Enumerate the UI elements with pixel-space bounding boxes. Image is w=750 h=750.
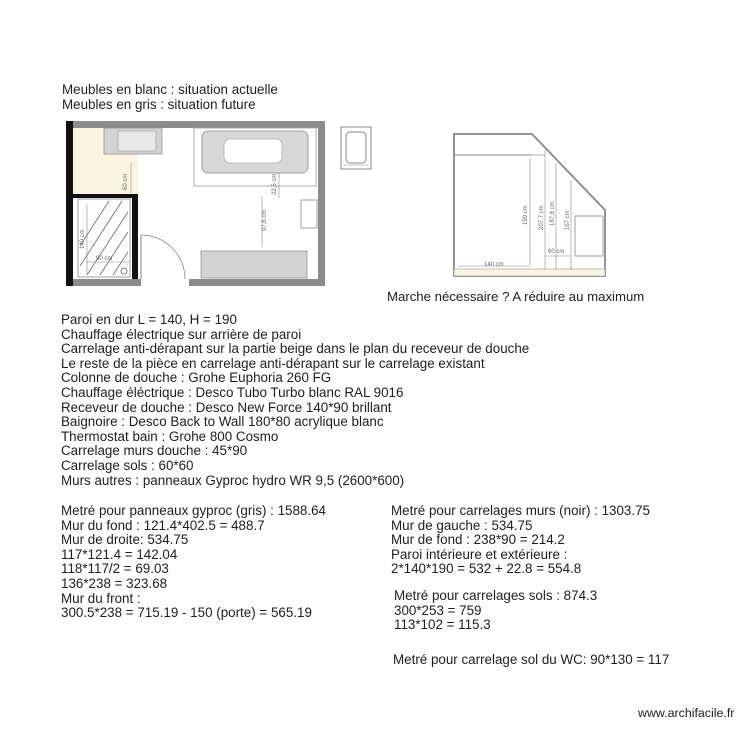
bathtub-icon-basin [346, 132, 366, 163]
metre-line: Metré pour panneaux gyproc (gris) : 1588.64 [61, 503, 326, 518]
dim-side-190: 190 cm [523, 205, 529, 225]
shower-partition [132, 194, 138, 279]
metre-line: 300.5*238 = 715.19 - 150 (porte) = 565.19 [61, 605, 312, 621]
note-line: Paroi en dur L = 140, H = 190 [61, 312, 237, 327]
metre-line: 118*117/2 = 69.03 [61, 561, 169, 577]
note-line: Murs autres : panneaux Gyproc hydro WR 9,5 (2600*600) [61, 472, 405, 488]
note-line: Colonne de douche : Grohe Euphoria 260 FG [61, 370, 332, 386]
radiator [301, 200, 317, 228]
legend-line-white: Meubles en blanc : situation actuelle [62, 82, 278, 97]
metre-gyproc [61, 504, 326, 621]
metre-line: Metré pour carrelages murs (noir) : 1303.75 [391, 503, 650, 518]
shower-top-wall [73, 194, 138, 198]
metre-line: Mur de fond : 238*90 = 214.2 [391, 532, 565, 548]
black-wall-left [66, 121, 73, 286]
bottom-cabinet [201, 251, 307, 278]
watermark: www.archifacile.fr [638, 706, 735, 720]
metre-line: 117*121.4 = 142.04 [61, 546, 178, 562]
dim-side-187: 187,8 cm [550, 201, 556, 226]
note-line: Chauffage éléctrique : Desco Tubo Turbo blanc RAL 9016 [61, 384, 404, 400]
dim-shower-width: 90 cm [96, 256, 113, 262]
metre-line: Metré pour carrelages sols : 874.3 [394, 587, 598, 603]
note-line: Le reste de la pièce en carrelage anti-dérapant sur le carrelage existant [61, 355, 485, 371]
main-plan [66, 121, 325, 286]
bathtub-icon [341, 127, 371, 169]
metre-carrelage [391, 504, 669, 667]
note-line: Carrelage anti-dérapant sur la partie beige dans le plan du receveur de douche [61, 341, 530, 357]
note-line: Baignoire : Desco Back to Wall 180*80 acrylique blanc [61, 414, 384, 430]
dim-side-207: 207,7 cm [539, 205, 545, 230]
note-line: Thermostat bain : Grohe 800 Cosmo [61, 428, 279, 444]
washbasin [118, 131, 156, 151]
note-line: Receveur de douche : Desco New Force 140*90 brillant [61, 399, 392, 415]
note-line: Chauffage électrique sur arrière de paroi [61, 326, 302, 342]
dim-side-60: 60 cm [548, 249, 565, 255]
metre-line: Mur du front : [61, 590, 141, 606]
metre-line: 113*102 = 115.3 [394, 617, 491, 633]
metre-line: 2*140*190 = 532 + 22.8 = 554.8 [391, 561, 582, 577]
dim-shower-length: 140 cm [80, 229, 86, 249]
dim-shower-wall: 60 cm [123, 173, 129, 190]
legend-line-gray: Meubles en gris : situation future [62, 96, 256, 112]
metre-line: 300*253 = 759 [394, 602, 482, 618]
dim-bath-to-wall: 22,5 cm [272, 173, 278, 195]
note-line: Carrelage sols : 60*60 [61, 457, 194, 473]
metre-wc: Metré pour carrelage sol du WC: 90*130 = 117 [393, 651, 670, 667]
side-elevation [454, 134, 605, 276]
metre-line: Mur du fond : 121.4*402.5 = 488.7 [61, 517, 265, 533]
metre-line: Paroi intérieure et extérieure : [391, 546, 568, 562]
door-opening [141, 279, 189, 286]
metre-line: Mur de gauche : 534.75 [391, 517, 533, 533]
note-line: Carrelage murs douche : 45*90 [61, 443, 248, 459]
notes [61, 313, 529, 488]
elevation-caption: Marche nécessaire ? A réduire au maximum [387, 289, 645, 304]
metre-line: Mur de droite: 534.75 [61, 532, 189, 548]
elevation-radiator [575, 216, 603, 256]
metre-line: 136*238 = 323.68 [61, 575, 168, 591]
dim-side-width: 140 cm [484, 262, 504, 268]
drain [121, 268, 127, 274]
bathtub-basin [224, 139, 282, 163]
dim-side-167: 167 cm [565, 210, 571, 230]
elevation-step [454, 269, 605, 276]
dim-clearance: 97,6 cm [262, 209, 268, 231]
